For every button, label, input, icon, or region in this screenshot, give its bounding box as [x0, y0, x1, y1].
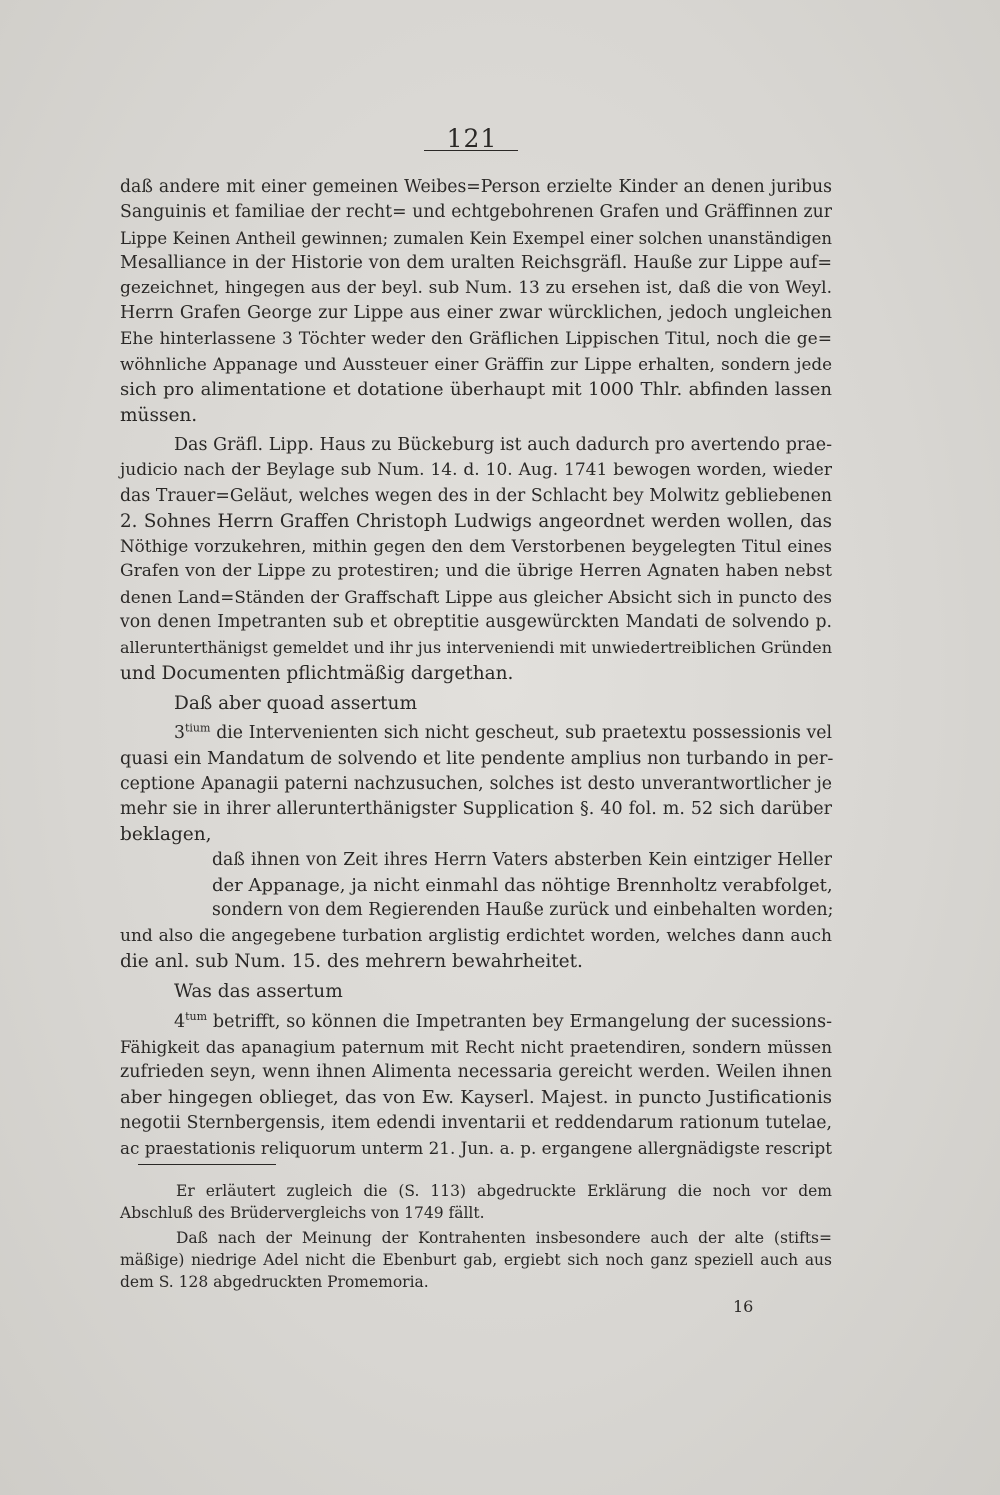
- text-line: wöhnliche Appanage und Aussteuer einer Gräffin zur Lippe erhalten, sondern jede: [120, 354, 832, 375]
- text-line: Sanguinis et familiae der recht= und echtgebohrenen Grafen und Gräffinnen zur: [120, 202, 832, 223]
- text-line: Lippe Keinen Antheil gewinnen; zumalen Kein Exempel einer solchen unanständigen: [120, 228, 832, 248]
- footnote-line: dem S. 128 abgedruckten Promemoria.: [120, 1273, 429, 1291]
- text-line: Ehe hinterlassene 3 Töchter weder den Gräflichen Lippischen Titul, noch die ge=: [120, 328, 832, 349]
- text-line: [174, 721, 832, 746]
- text-line: Grafen von der Lippe zu protestiren; und die übrige Herren Agnaten haben nebst: [120, 561, 832, 582]
- text-line: Fähigkeit das apanagium paternum mit Recht nicht praetendiren, sondern müssen: [120, 1036, 832, 1057]
- text-line: und also die angegebene turbation arglistig erdichtet worden, welches dann auch: [120, 925, 832, 946]
- text-line: sondern von dem Regierenden Hauße zurück und einbehalten worden;: [212, 900, 834, 921]
- footnote-line: Er erläutert zugleich die (S. 113) abgedruckte Erklärung die noch vor dem: [176, 1182, 832, 1200]
- text-line: beklagen,: [120, 824, 212, 846]
- printer-signature-mark: 16: [733, 1297, 754, 1316]
- text-line: denen Land=Ständen der Graffschaft Lippe aus gleicher Absicht sich in puncto des: [120, 586, 832, 607]
- text-line: die anl. sub Num. 15. des mehrern bewahrheitet.: [120, 950, 583, 972]
- footnote-rule: [138, 1164, 276, 1165]
- text-line: judicio nach der Beylage sub Num. 14. d. 10. Aug. 1741 bewogen worden, wieder: [120, 460, 832, 481]
- text-line: von denen Impetranten sub et obreptitie ausgewürckten Mandati de solvendo p.: [120, 612, 832, 633]
- ordinal-superscript: tum: [185, 1009, 208, 1023]
- text-line: daß ihnen von Zeit ihres Herrn Vaters absterben Kein eintziger Heller: [212, 849, 832, 870]
- footnote-line: Daß nach der Meinung der Kontrahenten insbesondere auch der alte (stifts=: [176, 1229, 832, 1247]
- text-line: Daß aber quoad assertum: [174, 692, 417, 714]
- footnotes: [120, 1180, 832, 1293]
- text-line: allerunterthänigst gemeldet und ihr jus interveniendi mit unwiedertreiblichen Gründen: [120, 638, 832, 658]
- text-line: zufrieden seyn, wenn ihnen Alimenta necessaria gereicht werden. Weilen ihnen: [120, 1062, 832, 1083]
- main-text: [120, 175, 832, 1161]
- text-line: und Documenten pflichtmäßig dargethan.: [120, 662, 514, 684]
- text-line: daß andere mit einer gemeinen Weibes=Person erzielte Kinder an denen juribus: [120, 177, 832, 197]
- text-line: Herrn Grafen George zur Lippe aus einer zwar würcklichen, jedoch ungleichen: [120, 303, 832, 324]
- page-number: 121: [446, 124, 498, 153]
- ordinal-superscript: tium: [184, 721, 211, 735]
- text-line: Was das assertum: [174, 981, 343, 1003]
- footnote-line: Abschluß des Brüdervergleichs von 1749 fällt.: [120, 1204, 485, 1222]
- text-line: mehr sie in ihrer allerunterthänigster Supplication §. 40 fol. m. 52 sich darüber: [120, 799, 832, 820]
- text-line: 2. Sohnes Herrn Graffen Christoph Ludwigs angeordnet werden wollen, das: [120, 510, 832, 532]
- ordinal-number: 3: [174, 723, 185, 744]
- text-line-content: die Intervenienten sich nicht gescheut, sub praetextu possessionis vel: [216, 723, 833, 744]
- text-line: Mesalliance in der Historie von dem uralten Reichsgräfl. Hauße zur Lippe auf=: [120, 252, 832, 273]
- text-line: Das Gräfl. Lipp. Haus zu Bückeburg ist auch dadurch pro avertendo prae-: [174, 434, 832, 455]
- ordinal-number: 4: [174, 1011, 186, 1032]
- text-line: [174, 1010, 832, 1035]
- text-line: gezeichnet, hingegen aus der beyl. sub Num. 13 zu ersehen ist, daß die von Weyl.: [120, 278, 832, 299]
- text-line: der Appanage, ja nicht einmahl das nöhtige Brennholtz verabfolget,: [212, 875, 833, 897]
- page-number-rule: [424, 150, 518, 151]
- text-line: quasi ein Mandatum de solvendo et lite pendente amplius non turbando in per-: [120, 748, 834, 769]
- text-line: Nöthige vorzukehren, mithin gegen den dem Verstorbenen beygelegten Titul eines: [120, 536, 832, 557]
- text-line: müssen.: [120, 404, 198, 426]
- text-line: ac praestationis reliquorum unterm 21. Jun. a. p. ergangene allergnädigste rescript: [120, 1137, 832, 1158]
- footnote-line: mäßige) niedrige Adel nicht die Ebenburt gab, ergiebt sich noch ganz speziell auch aus: [120, 1251, 832, 1269]
- text-line: negotii Sternbergensis, item edendi inventarii et reddendarum rationum tutelae,: [120, 1112, 832, 1133]
- text-line-content: betrifft, so können die Impetranten bey Ermangelung der sucessions-: [212, 1011, 832, 1032]
- text-line: sich pro alimentatione et dotatione überhaupt mit 1000 Thlr. abfinden lassen: [120, 379, 832, 401]
- text-line: ceptione Apanagii paterni nachzusuchen, solches ist desto unverantwortlicher je: [120, 773, 832, 794]
- text-line: das Trauer=Geläut, welches wegen des in der Schlacht bey Molwitz gebliebenen: [120, 485, 832, 506]
- text-line: aber hingegen oblieget, das von Ew. Kayserl. Majest. in puncto Justificationis: [120, 1087, 832, 1109]
